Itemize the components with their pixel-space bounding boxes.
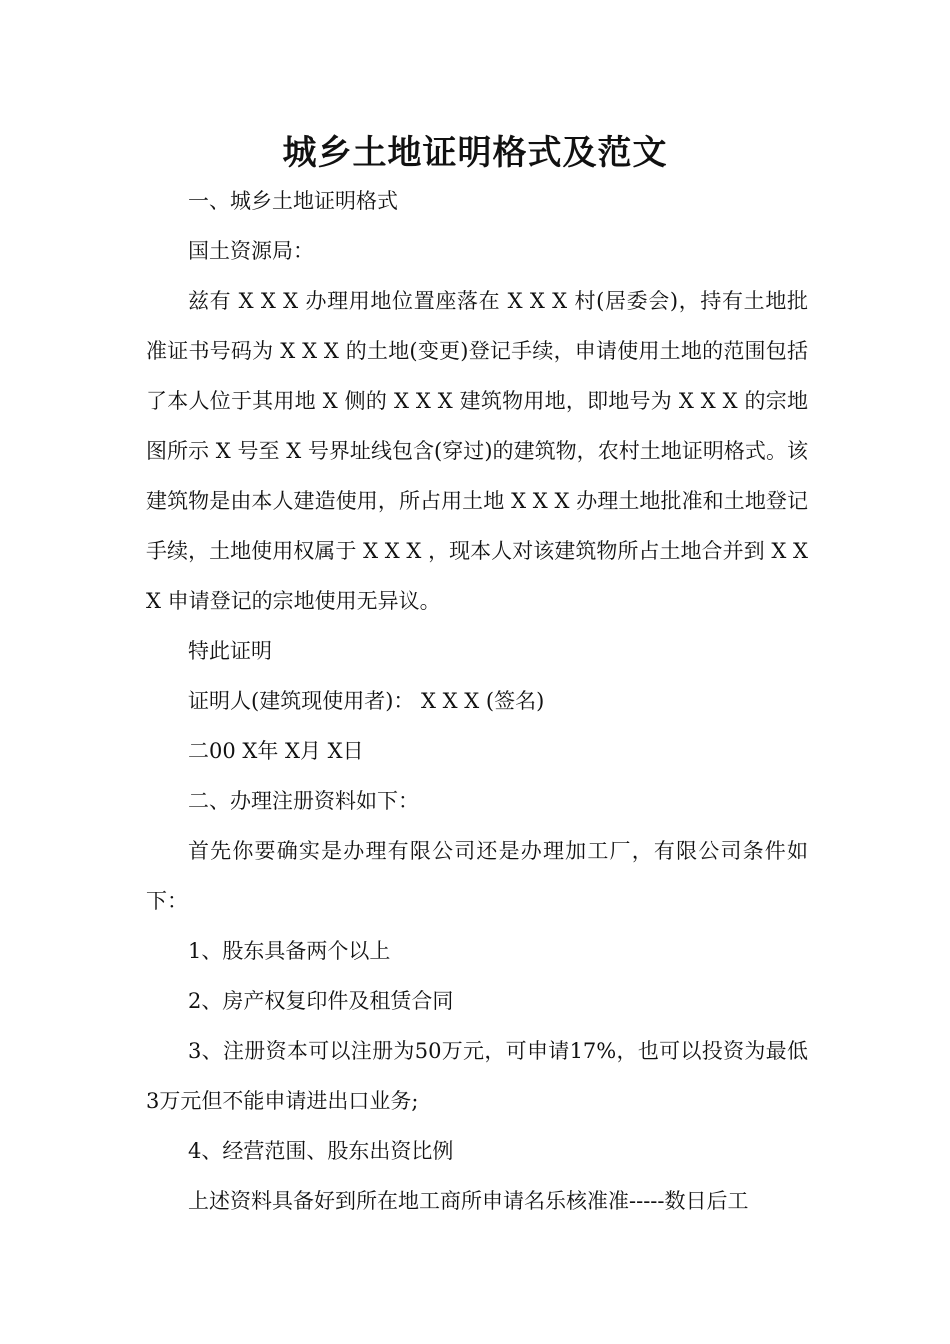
certificate-body-paragraph: 兹有 X X X 办理用地位置座落在 X X X 村(居委会)，持有土地批准证书号码为 X X X 的土地(变更)登记手续，申请使用土地的范围包括了本人位于其用地 X 侧的 X X X 建筑物用地，即地号为 X X X 的宗地图所示 X 号至 X 号界址线包含(穿过)的建筑物，农村土地证明格式。该建筑物是由本人建造使用，所占用土地 X X X 办理土地批准和土地登记手续，土地使用权属于 X X X ，现本人对该建筑物所占土地合并到 X X X 申请登记的宗地使用无异议。 xyxy=(146,289,808,613)
list-item: 2、房产权复印件及租赁合同 xyxy=(188,989,454,1013)
certification-statement: 特此证明 xyxy=(188,639,272,663)
list-item: 3、注册资本可以注册为50万元，可申请17%，也可以投资为最低3万元但不能申请进出口业务; xyxy=(146,1039,808,1113)
date-line: 二00 X年 X月 X日 xyxy=(188,739,364,763)
document-title: 城乡土地证明格式及范文 xyxy=(282,133,668,173)
certifier-signature-line: 证明人(建筑现使用者)： X X X (签名) xyxy=(188,689,545,713)
section-heading-registration: 二、办理注册资料如下： xyxy=(188,789,419,813)
closing-paragraph: 上述资料具备好到所在地工商所申请名乐核准准-----数日后工 xyxy=(188,1189,749,1213)
list-item: 4、经营范围、股东出资比例 xyxy=(188,1139,454,1163)
addressee: 国土资源局： xyxy=(188,239,314,263)
registration-intro-paragraph: 首先你要确实是办理有限公司还是办理加工厂，有限公司条件如下： xyxy=(146,839,808,913)
list-item: 1、股东具备两个以上 xyxy=(188,939,391,963)
section-heading-format: 一、城乡土地证明格式 xyxy=(188,189,398,213)
document-body xyxy=(146,176,808,1226)
